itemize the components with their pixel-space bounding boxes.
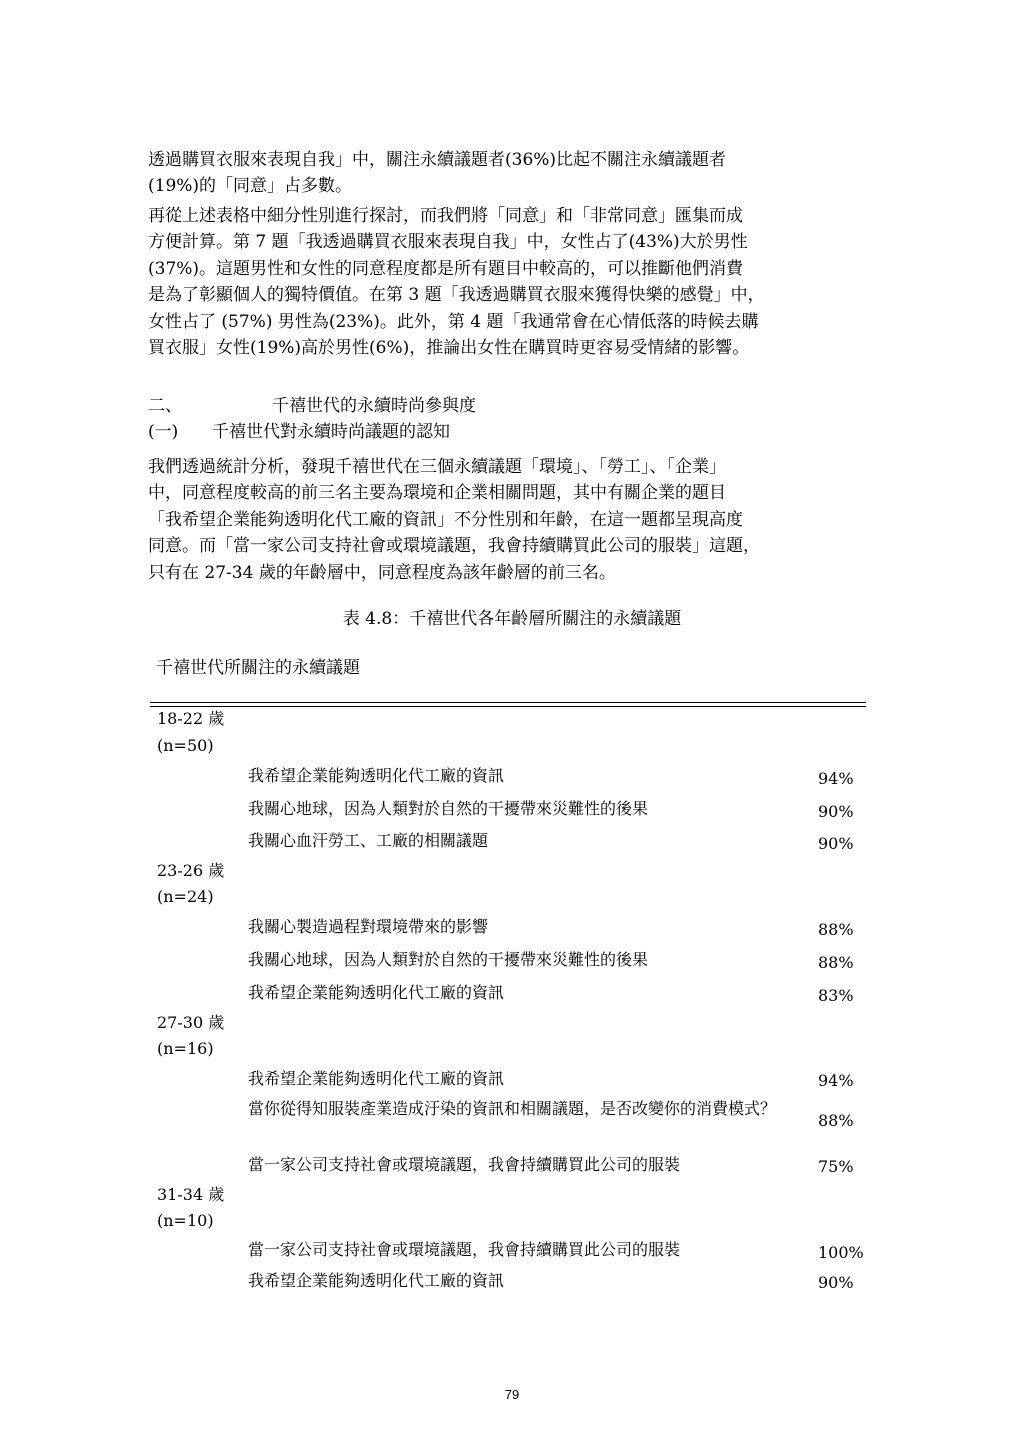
text-line: 透過購買衣服來表現自我」中，關注永續議題者(36%)比起不關注永續議題者 [148, 150, 727, 170]
text-line: 同意。而「當一家公司支持社會或環境議題，我會持續購買此公司的服裝」這題， [148, 536, 760, 557]
text-line: 再從上述表格中細分性別進行探討，而我們將「同意」和「非常同意」匯集而成 [148, 206, 743, 226]
table-rule [150, 706, 866, 707]
topic-percentage: 94% [818, 1071, 854, 1090]
text-line: 方便計算。第 7 題「我透過購買衣服來表現自我」中，女性占了(43%)大於男性 [148, 232, 748, 253]
topic-percentage: 100% [818, 1243, 864, 1262]
age-group-label: 23-26 歲 [157, 861, 225, 880]
text-line: 我們透過統計分析，發現千禧世代在三個永續議題「環境」、「勞工」、「企業」 [148, 457, 726, 477]
topic-item: 我關心地球，因為人類對於自然的干擾帶來災難性的後果 [248, 950, 649, 969]
topic-percentage: 88% [818, 953, 854, 972]
topic-percentage: 90% [818, 834, 854, 853]
age-group-sample-size: (n=50) [157, 736, 214, 755]
age-group-sample-size: (n=16) [157, 1039, 214, 1058]
topic-item: 我希望企業能夠透明化代工廠的資訊 [248, 1271, 505, 1290]
paragraph-awareness [148, 454, 888, 586]
topic-percentage: 75% [818, 1157, 854, 1176]
text-line: 是為了彰顯個人的獨特價值。在第 3 題「我透過購買衣服來獲得快樂的感覺」中， [148, 285, 765, 306]
topic-percentage: 88% [818, 1111, 854, 1130]
age-group-label: 27-30 歲 [157, 1013, 225, 1032]
text-line: (19%)的「同意」占多數。 [148, 176, 353, 197]
subsection-number: (一) [148, 422, 179, 442]
section-title: 千禧世代的永續時尚參與度 [272, 396, 476, 416]
age-group-label: 31-34 歲 [157, 1185, 225, 1204]
topic-item: 我關心製造過程對環境帶來的影響 [248, 917, 489, 936]
text-line: 中，同意程度較高的前三名主要為環境和企業相關問題，其中有關企業的題目 [148, 483, 726, 504]
age-group-sample-size: (n=10) [157, 1211, 214, 1230]
text-line: 只有在 27-34 歲的年齡層中，同意程度為該年齡層的前三名。 [148, 562, 616, 583]
topic-item: 我希望企業能夠透明化代工廠的資訊 [248, 766, 505, 785]
age-group-sample-size: (n=24) [157, 887, 214, 906]
text-line: (37%)。這題男性和女性的同意程度都是所有題目中較高的，可以推斷他們消費 [148, 258, 744, 279]
subsection-title: 千禧世代對永續時尚議題的認知 [212, 422, 450, 442]
paragraph-continued [148, 147, 888, 200]
topic-item: 我希望企業能夠透明化代工廠的資訊 [248, 983, 505, 1002]
section-number: 二、 [148, 396, 182, 416]
topic-item: 我希望企業能夠透明化代工廠的資訊 [248, 1069, 505, 1088]
table-caption: 表 4.8：千禧世代各年齡層所關注的永續議題 [342, 609, 682, 629]
topic-item: 當一家公司支持社會或環境議題，我會持續購買此公司的服裝 [248, 1240, 681, 1259]
paragraph-gender-analysis [148, 203, 888, 361]
page-number: 79 [504, 1387, 520, 1402]
age-group-label: 18-22 歲 [157, 709, 225, 728]
topic-item: 當你從得知服裝產業造成汙染的資訊和相關議題，是否改變你的消費模式？ [248, 1099, 777, 1118]
table-rule [150, 702, 866, 703]
topic-item: 我關心血汗勞工、工廠的相關議題 [248, 831, 489, 850]
topic-item: 當一家公司支持社會或環境議題，我會持續購買此公司的服裝 [248, 1155, 681, 1174]
text-line: 買衣服」女性(19%)高於男性(6%)，推論出女性在購買時更容易受情緒的影響。 [148, 338, 750, 359]
text-line: 女性占了 (57%) 男性為(23%)。此外，第 4 題「我通常會在心情低落的時候去購 [148, 311, 759, 332]
topic-percentage: 83% [818, 986, 854, 1005]
topic-percentage: 90% [818, 802, 854, 821]
topic-item: 我關心地球，因為人類對於自然的干擾帶來災難性的後果 [248, 799, 649, 818]
table-header: 千禧世代所關注的永續議題 [156, 658, 360, 678]
text-line: 「我希望企業能夠透明化代工廠的資訊」不分性別和年齡，在這一題都呈現高度 [148, 509, 743, 530]
topic-percentage: 90% [818, 1273, 854, 1292]
topic-percentage: 94% [818, 769, 854, 788]
topic-percentage: 88% [818, 920, 854, 939]
